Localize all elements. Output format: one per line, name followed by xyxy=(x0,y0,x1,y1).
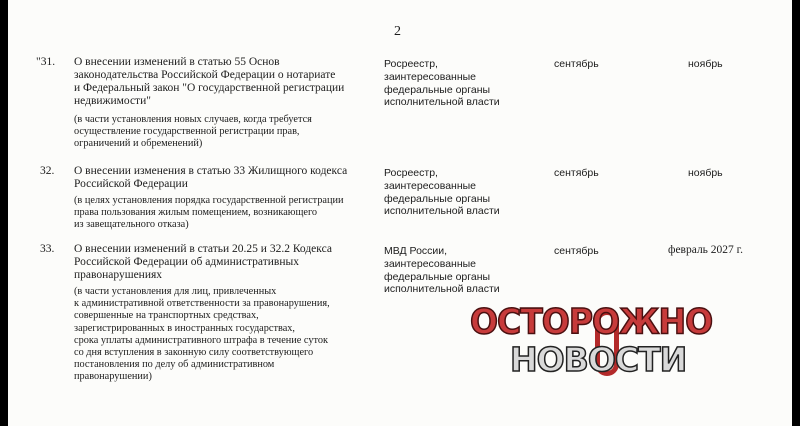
row-note-line: (в целях установления порядка государственной регистрации xyxy=(74,195,344,206)
row-title-line: О внесении изменений в статьи 20.25 и 32.2 Кодекса xyxy=(74,243,332,255)
row-title-line: недвижимости" xyxy=(74,95,151,107)
document-page xyxy=(8,0,792,426)
row-note-line: со дня вступления в законную силу соответствующего xyxy=(74,347,314,359)
submit-month: сентябрь xyxy=(554,167,599,179)
row-number: 33. xyxy=(40,243,55,255)
row-note-line: осуществление государственной регистрации прав, xyxy=(74,126,300,138)
row-note xyxy=(74,195,384,232)
row-responsible-line: заинтересованные xyxy=(384,179,477,192)
row-responsible xyxy=(384,245,524,296)
row-note-line: срока уплаты административного штрафа в течение суток xyxy=(74,334,329,346)
row-note-line: к административной ответственности за правонарушения, xyxy=(74,298,330,310)
row-responsible-line: исполнительной власти xyxy=(384,283,500,296)
row-responsible-line: федеральные органы xyxy=(384,192,491,205)
page-number: 2 xyxy=(394,24,401,39)
row-responsible-line: заинтересованные xyxy=(384,70,477,83)
row-responsible-line: МВД России, xyxy=(384,245,448,257)
adopt-month: февраль 2027 г. xyxy=(668,244,743,256)
row-title-line: правонарушениях xyxy=(74,269,163,281)
row-responsible xyxy=(384,58,524,109)
submit-month: сентябрь xyxy=(554,58,599,70)
row-title xyxy=(74,165,374,191)
row-note-line: (в части установления новых случаев, когда требуется xyxy=(74,114,312,125)
watermark-line-1: ОСТОРОЖНО xyxy=(470,301,713,342)
row-note xyxy=(74,114,384,151)
adopt-month: ноябрь xyxy=(688,58,723,70)
submit-month: сентябрь xyxy=(554,245,599,257)
row-title-line: О внесении изменения в статью 33 Жилищного кодекса xyxy=(74,165,348,177)
row-title-line: и Федеральный закон "О государственной регистрации xyxy=(74,82,345,94)
row-responsible-line: заинтересованные xyxy=(384,257,477,270)
watermark-logo xyxy=(470,302,720,384)
row-title-line: О внесении изменений в статью 55 Основ xyxy=(74,56,280,68)
row-responsible-line: федеральные органы xyxy=(384,270,491,283)
row-note-line: права пользования жилым помещением, возникающего xyxy=(74,207,318,219)
row-title-line: законодательства Российской Федерации о нотариате xyxy=(74,69,336,81)
row-title-line: Российской Федерации об административных xyxy=(74,256,299,268)
row-responsible-line: Росреестр, xyxy=(384,167,438,179)
row-title-line: Российской Федерации xyxy=(74,178,188,190)
watermark-line-2: НОВОСТИ xyxy=(510,340,687,379)
row-responsible-line: исполнительной власти xyxy=(384,205,500,218)
row-note-line: совершенные на транспортных средствах, xyxy=(74,310,259,322)
row-note-line: ограничений и обременений) xyxy=(74,138,203,150)
row-responsible xyxy=(384,167,524,218)
row-responsible-line: исполнительной власти xyxy=(384,96,500,109)
row-number: 32. xyxy=(40,165,55,177)
row-note-line: правонарушении) xyxy=(74,371,152,383)
row-note-line: постановления по делу об административном xyxy=(74,359,275,371)
row-note-line: (в части установления для лиц, привлеченных xyxy=(74,286,277,297)
adopt-month: ноябрь xyxy=(688,167,723,179)
row-note-line: зарегистрированных в иностранных государствах, xyxy=(74,322,295,334)
row-responsible-line: Росреестр, xyxy=(384,58,438,70)
row-responsible-line: федеральные органы xyxy=(384,83,491,96)
row-number: "31. xyxy=(36,56,56,68)
row-title xyxy=(74,56,374,108)
row-note-line: из завещательного отказа) xyxy=(74,219,189,231)
row-title xyxy=(74,243,374,282)
row-note xyxy=(74,286,384,384)
